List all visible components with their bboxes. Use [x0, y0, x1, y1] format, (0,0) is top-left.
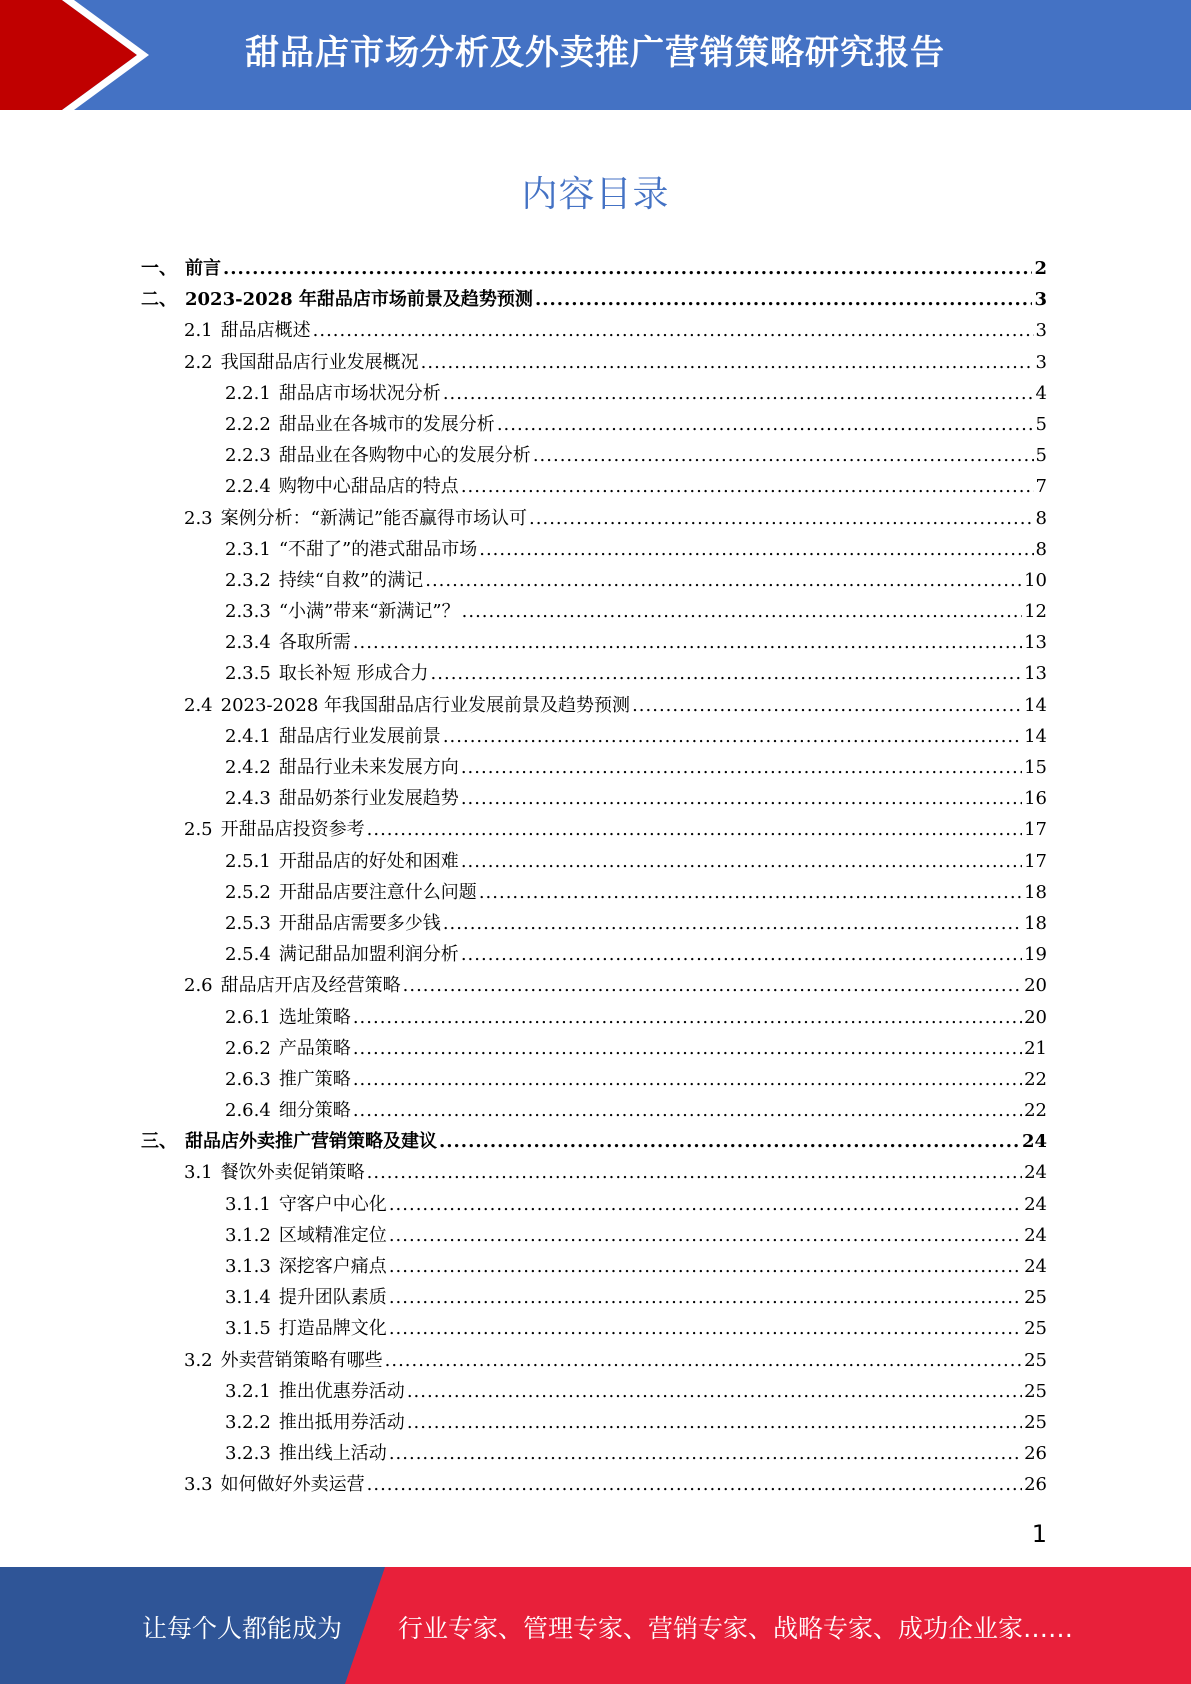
toc-leader-dots: [535, 284, 1033, 315]
toc-entry[interactable]: [141, 565, 1047, 596]
toc-entry-number: 3.2.2: [225, 1411, 271, 1433]
toc-leader-dots: [479, 877, 1022, 908]
toc-entry-title: “小满”带来“新满记”？: [278, 601, 460, 623]
toc-leader-dots: [425, 565, 1022, 596]
toc-entry-title: 提升团队素质: [278, 1287, 387, 1309]
toc-entry-number: 3.3: [184, 1474, 213, 1496]
toc-leader-dots: [313, 315, 1034, 346]
toc-entry-number: 2.3.4: [225, 632, 271, 654]
toc-entry-title: 我国甜品店行业发展概况: [220, 351, 419, 373]
toc-leader-dots: [407, 1407, 1022, 1438]
toc-leader-dots: [533, 440, 1034, 471]
toc-entry[interactable]: [141, 503, 1047, 534]
page-number: 1: [1031, 1520, 1047, 1548]
toc-entry-page: 3: [1035, 351, 1047, 373]
toc-leader-dots: [632, 690, 1022, 721]
toc-leader-dots: [461, 939, 1022, 970]
toc-entry[interactable]: [141, 1469, 1047, 1500]
toc-entry[interactable]: [141, 409, 1047, 440]
toc-entry-number: 2.5.2: [225, 881, 271, 903]
toc-leader-dots: [353, 1064, 1022, 1095]
toc-entry-title: 选址策略: [278, 1006, 351, 1028]
toc-entry[interactable]: [141, 721, 1047, 752]
toc-entry-page: 16: [1024, 788, 1047, 810]
toc-leader-dots: [367, 1469, 1022, 1500]
toc-entry[interactable]: [141, 1282, 1047, 1313]
toc-entry-number: 2.3.3: [225, 601, 271, 623]
toc-entry-title: 甜品店概述: [220, 320, 311, 342]
toc-entry-page: 4: [1035, 382, 1047, 404]
header-bar: [0, 0, 1191, 110]
toc-entry-title: 餐饮外卖促销策略: [220, 1162, 365, 1184]
toc-entry-title: 甜品店外卖推广营销策略及建议: [185, 1131, 437, 1153]
toc-entry-title: 打造品牌文化: [278, 1318, 387, 1340]
toc-entry-page: 17: [1024, 819, 1047, 841]
toc-entry-page: 5: [1035, 413, 1047, 435]
toc-entry[interactable]: [141, 1126, 1047, 1157]
toc-leader-dots: [389, 1251, 1022, 1282]
toc-leader-dots: [353, 1095, 1022, 1126]
toc-entry-page: 17: [1024, 850, 1047, 872]
toc-entry-number: 3.1.5: [225, 1318, 271, 1340]
toc-leader-dots: [389, 1313, 1022, 1344]
toc-entry-page: 25: [1024, 1411, 1047, 1433]
toc-entry-page: 15: [1024, 757, 1047, 778]
toc-entry-number: 2.4.3: [225, 788, 271, 810]
toc-entry-number: 2.4: [184, 694, 213, 716]
toc-entry[interactable]: [141, 253, 1047, 284]
toc-leader-dots: [462, 596, 1022, 627]
toc-entry-title: 购物中心甜品店的特点: [278, 476, 459, 498]
toc-entry-number: 二、: [141, 289, 177, 311]
toc-entry[interactable]: [141, 378, 1047, 409]
toc-entry[interactable]: [141, 658, 1047, 689]
toc-entry-page: 3: [1035, 320, 1047, 342]
toc-entry-number: 2.5.1: [225, 850, 271, 872]
toc-entry-page: 24: [1024, 1162, 1047, 1184]
toc-entry-page: 25: [1024, 1380, 1047, 1402]
toc-leader-dots: [497, 409, 1034, 440]
toc-entry-number: 2.3.2: [225, 569, 271, 591]
toc-entry-page: 8: [1035, 507, 1047, 529]
toc-entry-page: 13: [1024, 663, 1047, 685]
toc-entry-title: 区域精准定位: [278, 1224, 387, 1246]
toc-entry-number: 2.3: [184, 507, 213, 529]
toc-entry-page: 25: [1024, 1287, 1047, 1309]
toc-entry-page: 5: [1035, 445, 1047, 467]
toc-entry[interactable]: [141, 1189, 1047, 1220]
toc-entry-page: 21: [1024, 1037, 1047, 1059]
toc-entry-page: 10: [1024, 569, 1047, 591]
toc-entry[interactable]: [141, 783, 1047, 814]
toc-entry-title: 如何做好外卖运营: [220, 1474, 365, 1496]
toc-entry-title: 甜品店行业发展前景: [278, 725, 441, 747]
toc-entry-number: 2.5.4: [225, 944, 271, 966]
toc-leader-dots: [461, 783, 1022, 814]
toc-leader-dots: [461, 752, 1022, 783]
toc-entry-number: 3.1.1: [225, 1193, 271, 1215]
toc-entry[interactable]: [141, 970, 1047, 1001]
toc-entry-title: 各取所需: [278, 632, 351, 654]
toc-entry-number: 2.6.2: [225, 1037, 271, 1059]
toc-entry-number: 3.2.1: [225, 1380, 271, 1402]
toc-entry[interactable]: [141, 1220, 1047, 1251]
toc-entry[interactable]: [141, 534, 1047, 565]
toc-entry-title: 深挖客户痛点: [278, 1256, 387, 1277]
toc-entry-page: 24: [1024, 1224, 1047, 1246]
toc-entry-page: 18: [1024, 881, 1047, 903]
toc-entry-page: 14: [1024, 694, 1047, 716]
toc-entry[interactable]: [141, 1002, 1047, 1033]
toc-entry-page: 7: [1035, 476, 1047, 498]
toc-entry-title: 甜品业在各城市的发展分析: [278, 413, 495, 435]
toc-entry[interactable]: [141, 315, 1047, 346]
toc-entry[interactable]: [141, 939, 1047, 970]
toc-entry-title: 推出优惠券活动: [278, 1380, 405, 1402]
toc-entry-page: 18: [1024, 912, 1047, 934]
footer-banner: [0, 1567, 1191, 1684]
toc-entry-number: 2.2: [184, 351, 213, 373]
toc-leader-dots: [443, 721, 1022, 752]
toc-leader-dots: [353, 627, 1022, 658]
toc-entry-number: 2.3.5: [225, 663, 271, 685]
toc-leader-dots: [529, 503, 1034, 534]
toc-entry[interactable]: [141, 1313, 1047, 1344]
toc-entry-number: 2.6.3: [225, 1068, 271, 1090]
toc-entry-number: 2.6.1: [225, 1006, 271, 1028]
toc-entry-title: 产品策略: [278, 1037, 351, 1059]
toc-entry-title: 满记甜品加盟利润分析: [278, 944, 459, 966]
toc-entry-page: 22: [1024, 1100, 1047, 1122]
toc-entry-title: 甜品店开店及经营策略: [220, 975, 401, 997]
toc-entry-title: 持续“自救”的满记: [278, 569, 424, 591]
toc-entry-title: 甜品业在各购物中心的发展分析: [278, 445, 531, 467]
toc-entry-number: 2.4.1: [225, 725, 271, 747]
footer-slogan-left: 让每个人都能成为: [142, 1614, 343, 1643]
chevron-arrow-icon: [0, 0, 160, 110]
toc-entry-number: 2.4.2: [225, 757, 271, 778]
toc-entry-page: 26: [1024, 1474, 1047, 1496]
toc-entry-number: 2.2.3: [225, 445, 271, 467]
toc-entry-title: 推广策略: [278, 1068, 351, 1090]
toc-entry-page: 20: [1024, 1006, 1047, 1028]
toc-leader-dots: [421, 347, 1034, 378]
toc-leader-dots: [389, 1189, 1022, 1220]
toc-entry-page: 2: [1034, 258, 1047, 279]
toc-entry-page: 13: [1024, 632, 1047, 654]
toc-leader-dots: [479, 534, 1033, 565]
toc-entry-title: 甜品行业未来发展方向: [278, 757, 459, 778]
toc-entry-page: 24: [1024, 1256, 1047, 1277]
toc-entry-title: 细分策略: [278, 1100, 351, 1122]
toc-entry[interactable]: [141, 440, 1047, 471]
toc-entry-number: 2.3.1: [225, 538, 271, 560]
toc-entry-title: 2023-2028 年我国甜品店行业发展前景及趋势预测: [220, 694, 631, 716]
toc-entry-title: 外卖营销策略有哪些: [220, 1349, 383, 1371]
toc-entry-title: 推出抵用券活动: [278, 1411, 405, 1433]
toc-entry-number: 2.1: [184, 320, 213, 342]
toc-entry[interactable]: [141, 908, 1047, 939]
toc-leader-dots: [443, 908, 1022, 939]
toc-entry-number: 3.2: [184, 1349, 213, 1371]
toc-entry-title: 甜品奶茶行业发展趋势: [278, 788, 459, 810]
toc-entry-title: 开甜品店的好处和困难: [278, 850, 459, 872]
toc-entry[interactable]: [141, 1064, 1047, 1095]
toc-entry-page: 25: [1024, 1318, 1047, 1340]
toc-entry-number: 3.1.2: [225, 1224, 271, 1246]
toc-entry[interactable]: [141, 1251, 1047, 1282]
toc-entry-number: 3.1.4: [225, 1287, 271, 1309]
toc-entry-number: 2.5: [184, 819, 213, 841]
toc-entry-title: 守客户中心化: [278, 1193, 387, 1215]
toc-entry-number: 一、: [141, 258, 177, 279]
toc-entry-number: 2.2.4: [225, 476, 271, 498]
toc-leader-dots: [403, 970, 1022, 1001]
toc-entry-number: 2.2.2: [225, 413, 271, 435]
toc-leader-dots: [461, 471, 1034, 502]
toc-entry[interactable]: [141, 284, 1047, 315]
toc-leader-dots: [353, 1033, 1022, 1064]
toc-leader-dots: [389, 1282, 1022, 1313]
toc-entry-page: 20: [1024, 975, 1047, 997]
toc-entry-title: 开甜品店要注意什么问题: [278, 881, 477, 903]
toc-entry-page: 12: [1024, 601, 1047, 623]
toc-entry-title: 开甜品店需要多少钱: [278, 912, 441, 934]
toc-entry-title: 推出线上活动: [278, 1443, 387, 1465]
toc-leader-dots: [439, 1126, 1020, 1157]
toc-entry[interactable]: [141, 1407, 1047, 1438]
toc-entry-title: “不甜了”的港式甜品市场: [278, 538, 478, 560]
toc-entry-page: 25: [1024, 1349, 1047, 1371]
toc-entry-number: 2.6.4: [225, 1100, 271, 1122]
toc-leader-dots: [367, 1157, 1022, 1188]
toc-leader-dots: [389, 1438, 1022, 1469]
toc-entry[interactable]: [141, 690, 1047, 721]
footer-slogan-right: 行业专家、管理专家、营销专家、战略专家、成功企业家……: [398, 1614, 1074, 1643]
toc-entry[interactable]: [141, 1345, 1047, 1376]
toc-entry-number: 3.1: [184, 1162, 213, 1184]
toc-entry-number: 3.2.3: [225, 1443, 271, 1465]
toc-leader-dots: [407, 1376, 1022, 1407]
toc-entry-page: 24: [1024, 1193, 1047, 1215]
toc-entry-number: 3.1.3: [225, 1256, 271, 1277]
toc-heading: 内容目录: [521, 174, 670, 215]
report-title: 甜品店市场分析及外卖推广营销策略研究报告: [245, 33, 945, 73]
toc-entry-page: 19: [1024, 944, 1047, 966]
toc-entry-page: 8: [1035, 538, 1047, 560]
toc-entry[interactable]: [141, 596, 1047, 627]
toc-entry[interactable]: [141, 846, 1047, 877]
toc-entry[interactable]: [141, 1095, 1047, 1126]
toc-entry-page: 24: [1021, 1131, 1047, 1153]
toc-entry-title: 开甜品店投资参考: [220, 819, 365, 841]
toc-entry-number: 2.2.1: [225, 382, 271, 404]
toc-entry-title: 甜品店市场状况分析: [278, 382, 441, 404]
toc-entry-page: 14: [1024, 725, 1047, 747]
toc-entry[interactable]: [141, 347, 1047, 378]
toc-entry[interactable]: [141, 814, 1047, 845]
toc-entry[interactable]: [141, 1157, 1047, 1188]
table-of-contents: [141, 253, 1047, 1501]
toc-entry-number: 2.5.3: [225, 912, 271, 934]
toc-leader-dots: [385, 1345, 1022, 1376]
toc-entry[interactable]: [141, 877, 1047, 908]
toc-entry-title: 案例分析：“新满记”能否赢得市场认可: [220, 507, 528, 529]
toc-leader-dots: [461, 846, 1022, 877]
toc-entry[interactable]: [141, 1033, 1047, 1064]
toc-entry-page: 26: [1024, 1443, 1047, 1465]
toc-leader-dots: [353, 1002, 1022, 1033]
toc-entry[interactable]: [141, 1376, 1047, 1407]
toc-entry-title: 前言: [185, 258, 221, 279]
toc-entry[interactable]: [141, 627, 1047, 658]
toc-entry-page: 3: [1034, 289, 1047, 311]
toc-leader-dots: [431, 658, 1023, 689]
toc-entry[interactable]: [141, 471, 1047, 502]
toc-leader-dots: [367, 814, 1022, 845]
toc-entry-page: 22: [1024, 1068, 1047, 1090]
toc-leader-dots: [443, 378, 1034, 409]
toc-leader-dots: [223, 253, 1032, 284]
toc-leader-dots: [389, 1220, 1022, 1251]
toc-entry[interactable]: [141, 752, 1047, 783]
toc-entry-number: 三、: [141, 1131, 177, 1153]
toc-entry-title: 2023-2028 年甜品店市场前景及趋势预测: [185, 289, 533, 311]
toc-entry-number: 2.6: [184, 975, 213, 997]
toc-entry-title: 取长补短 形成合力: [278, 663, 429, 685]
toc-entry[interactable]: [141, 1438, 1047, 1469]
